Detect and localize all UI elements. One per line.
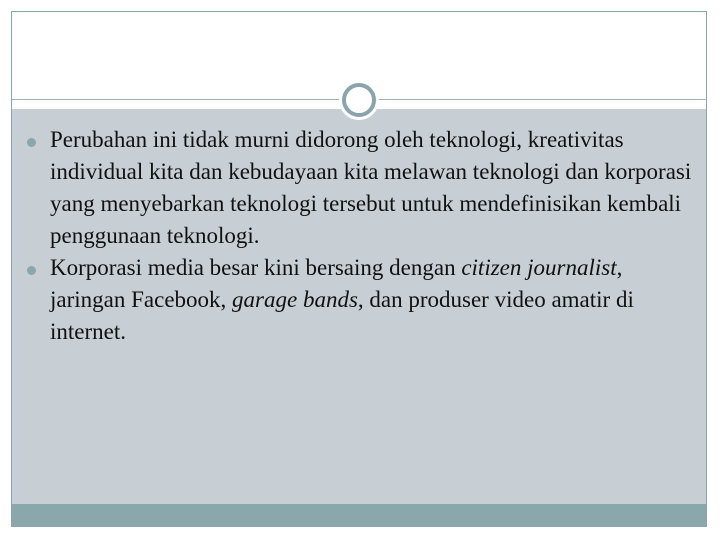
bullet-text-part: Korporasi media besar kini bersaing dengan <box>50 255 462 280</box>
bullet-dot-icon <box>27 266 36 275</box>
bullet-list <box>26 124 696 348</box>
bullet-dot-icon <box>27 138 36 147</box>
bullet-text-italic: citizen journalist <box>461 255 617 280</box>
bullet-item <box>26 124 696 252</box>
bullet-text-italic: garage bands <box>232 287 358 312</box>
bullet-text-part: , dan produser video amatir di internet. <box>50 287 634 344</box>
bullet-text-part: , jaringan Facebook, <box>50 255 623 312</box>
bullet-text: Perubahan ini tidak murni didorong oleh teknologi, kreativitas individual kita dan kebudayaan kita melawan teknologi dan korporasi yang menyebarkan teknologi tersebut untuk mendefinisikan kembali penggunaan teknologi. <box>50 127 692 248</box>
footer-bar <box>12 504 706 526</box>
circle-ring-icon <box>342 83 376 117</box>
bullet-item <box>26 252 696 348</box>
